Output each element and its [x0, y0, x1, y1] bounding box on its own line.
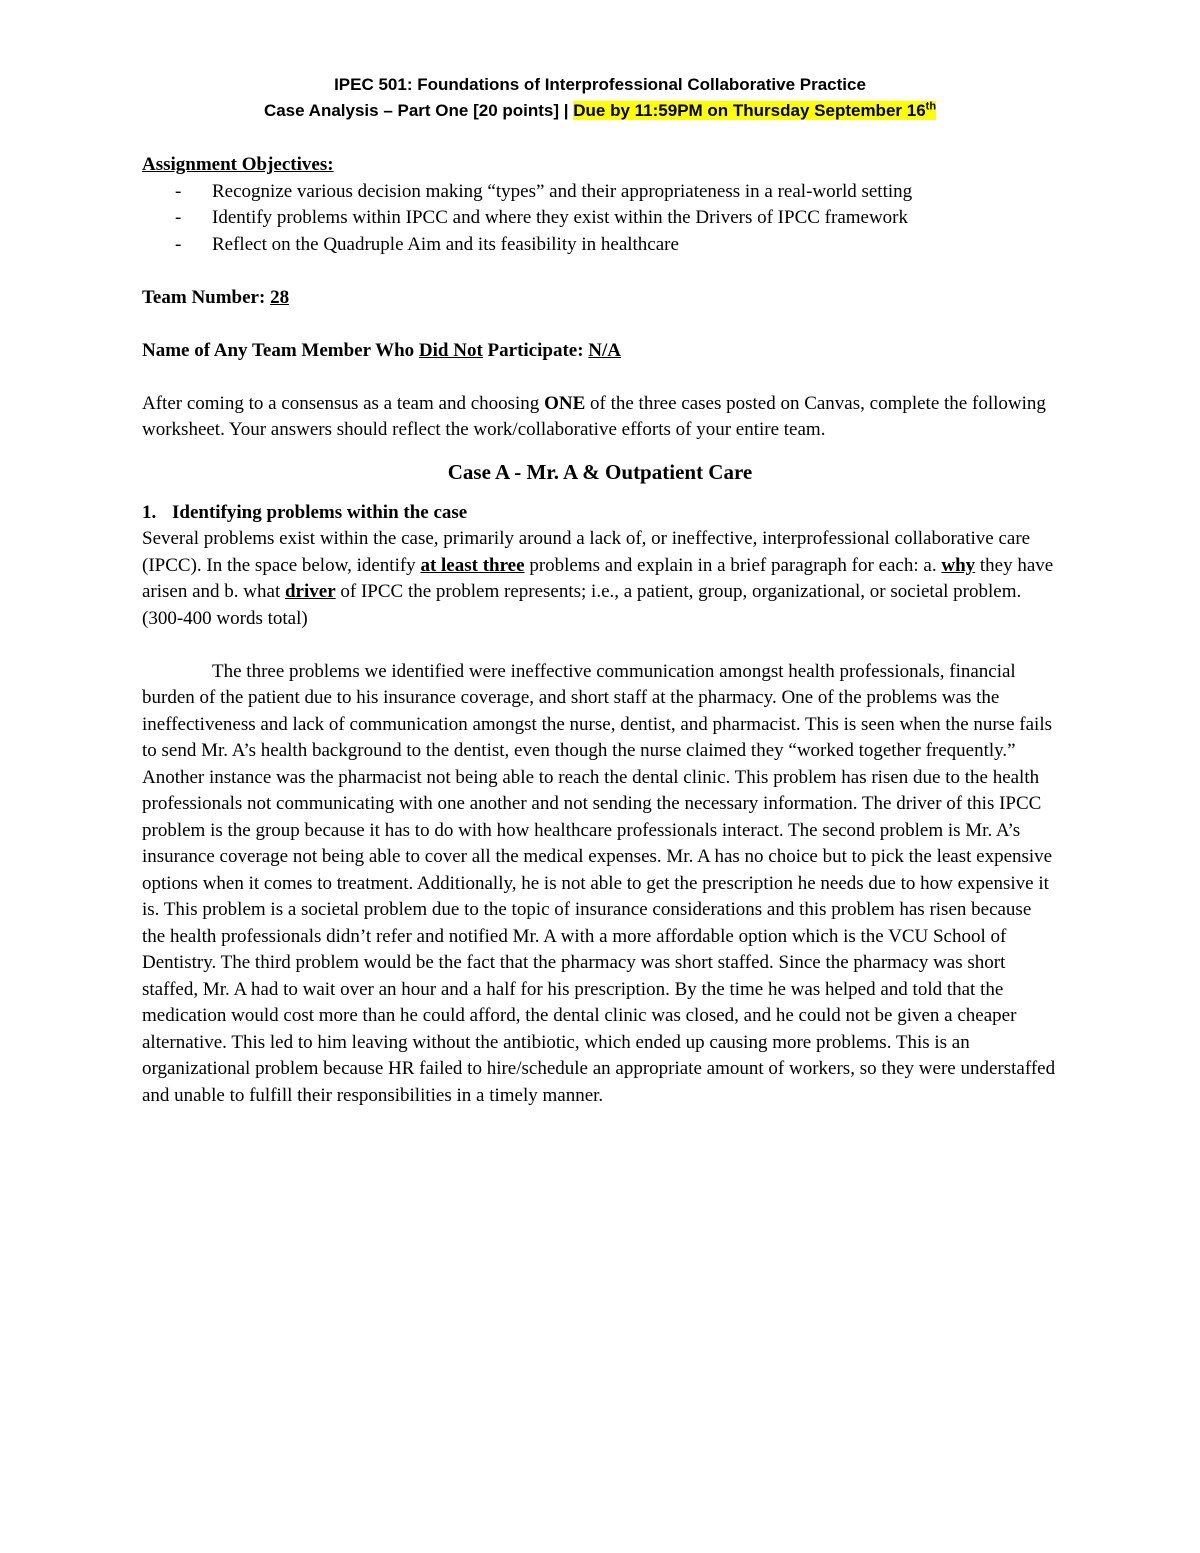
- objective-item: [142, 232, 1058, 259]
- bullet-dash: -: [175, 233, 182, 255]
- course-title: IPEC 501: Foundations of Interprofessional Collaborative Practice: [334, 75, 866, 94]
- assignment-prefix: Case Analysis – Part One [20 points] |: [263, 101, 574, 120]
- instructions-before: After coming to a consensus as a team and choosing: [142, 392, 545, 414]
- instructions-emph: ONE: [544, 392, 586, 414]
- due-text: Due by 11:59PM on Thursday September 16: [573, 101, 926, 120]
- team-number-value: 28: [270, 286, 290, 308]
- due-superscript: th: [925, 100, 937, 113]
- bullet-dash: -: [175, 180, 182, 202]
- absent-label-emph: Did Not: [418, 339, 483, 361]
- objective-item: [142, 179, 1058, 206]
- objectives-list: [142, 179, 1058, 259]
- instructions-paragraph: [142, 391, 1058, 444]
- objective-item: [142, 205, 1058, 232]
- assignment-line: [142, 98, 1058, 124]
- question-prompt: [142, 526, 1058, 632]
- team-number-line: [142, 285, 1058, 312]
- objective-text: Recognize various decision making “types” and their appropriateness in a real-world setting: [212, 180, 913, 202]
- objectives-title: Assignment Objectives:: [142, 154, 334, 175]
- prompt-part: they have arisen and b. what: [142, 554, 1054, 602]
- document-body: [142, 152, 1058, 1109]
- question-heading: [142, 500, 1058, 527]
- prompt-emph: why: [941, 554, 976, 576]
- bullet-dash: -: [175, 207, 182, 228]
- document-header: [142, 72, 1058, 124]
- team-number-label: Team Number:: [142, 286, 266, 308]
- objective-text: Reflect on the Quadruple Aim and its feasibility in healthcare: [212, 233, 679, 255]
- prompt-emph: driver: [284, 581, 336, 602]
- prompt-part: Several problems exist within the case, primarily around a lack of, or ineffective, interprofessional collaborative care (IPCC). In the space below, identify: [142, 528, 1031, 576]
- prompt-emph: at least three: [420, 554, 525, 576]
- prompt-part: of IPCC the problem represents; i.e., a patient, group, organizational, or societal problem. (300-400 words total): [142, 581, 1022, 629]
- instructions-after: of the three cases posted on Canvas, complete the following worksheet. Your answers should reflect the work/collaborative efforts of your entire team.: [142, 392, 1046, 440]
- absent-member-value: N/A: [588, 339, 622, 361]
- absent-member-line: [142, 338, 1058, 365]
- answer-paragraph: The three problems we identified were ineffective communication amongst health professionals, financial burden of the patient due to his insurance coverage, and short staff at the pharmacy. One of the problems was the ineffectiveness and lack of communication amongst the nurse, dentist, and pharmacist. This is seen when the nurse fails to send Mr. A’s health background to the dentist, even though the nurse claimed they “worked together frequently.” Another instance was the pharmacist not being able to reach the dental clinic. This problem has risen due to the health professionals not communicating with one another and not sending the necessary information. The driver of this IPCC problem is the group because it has to do with how healthcare professionals interact. The second problem is Mr. A’s insurance coverage not being able to cover all the medical expenses. Mr. A has no choice but to pick the least expensive options when it comes to treatment. Additionally, he is not able to get the prescription he needs due to how expensive it is. This problem is a societal problem due to the topic of insurance considerations and this problem has risen because the health professionals didn’t refer and notified Mr. A with a more affordable option which is the VCU School of Dentistry. The third problem would be the fact that the pharmacy was short staffed. Since the pharmacy was short staffed, Mr. A had to wait over an hour and a half for his prescription. By the time he was helped and told that the medication would cost more than he could afford, the dental clinic was closed, and he could not be given a cheaper alternative. This led to him leaving without the antibiotic, which ended up causing more problems. This is an organizational problem because HR failed to hire/schedule an appropriate amount of workers, so they were understaffed and unable to fulfill their responsibilities in a timely manner.: [142, 660, 1056, 1106]
- question-number: 1.: [142, 501, 157, 523]
- question-title: Identifying problems within the case: [172, 501, 468, 523]
- prompt-part: problems and explain in a brief paragraph for each: a.: [524, 554, 942, 576]
- case-title: Case A - Mr. A & Outpatient Care: [447, 459, 753, 484]
- absent-label-after: Participate:: [482, 339, 584, 361]
- due-date-highlight: [573, 101, 936, 120]
- absent-label-before: Name of Any Team Member Who: [142, 339, 419, 361]
- objective-text: Identify problems within IPCC and where they exist within the Drivers of IPCC framework: [212, 207, 909, 228]
